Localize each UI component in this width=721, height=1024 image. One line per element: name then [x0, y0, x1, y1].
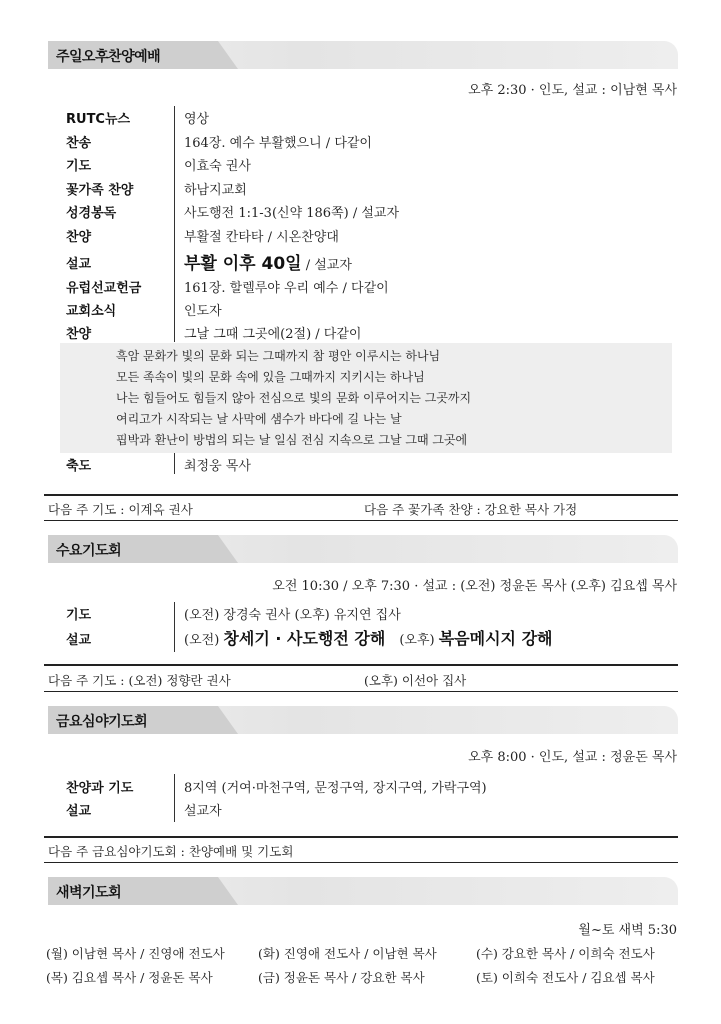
lyrics-line: 핍박과 환난이 방법의 되는 날 일심 전심 지속으로 그날 그때 그곳에 — [116, 433, 468, 447]
program-value: 8지역 (거여·마천구역, 문정구역, 장지구역, 가락구역) — [184, 781, 487, 796]
service-info: 월~토 새벽 5:30 — [578, 923, 677, 938]
program-label: 찬양 — [66, 327, 92, 342]
dawn-schedule-item: (목) 김요셉 목사 / 정윤돈 목사 — [46, 970, 213, 985]
next-week-prayer-am: 다음 주 기도 : (오전) 정향란 권사 — [48, 673, 231, 688]
program-label: 찬송 — [66, 136, 92, 151]
program-value: 하남지교회 — [184, 183, 247, 198]
lyrics-line: 나는 힘들어도 힘들지 않아 전심으로 빛의 문화 이루어지는 그곳까지 — [116, 391, 472, 405]
program-label: 찬양과 기도 — [66, 781, 134, 796]
rule — [44, 664, 678, 666]
dawn-schedule-item: (월) 이남현 목사 / 진영애 전도사 — [46, 946, 225, 961]
section-title: 수요기도회 — [56, 543, 122, 559]
rule — [44, 862, 678, 863]
rule — [44, 691, 678, 692]
divider — [174, 452, 175, 474]
program-value: 부활절 칸타타 / 시온찬양대 — [184, 230, 339, 245]
am-prefix: (오전) — [184, 633, 224, 648]
dawn-schedule-item: (토) 이희숙 전도사 / 김요셉 목사 — [476, 970, 655, 985]
lyrics-line: 흑암 문화가 빛의 문화 되는 그때까지 참 평안 이루시는 하나님 — [116, 349, 441, 363]
rule — [44, 836, 678, 838]
pm-prefix: (오후) — [399, 633, 439, 648]
section-banner-sunday — [48, 41, 678, 69]
next-week-prayer: 다음 주 기도 : 이계옥 권사 — [48, 502, 193, 517]
program-value: 영상 — [184, 112, 210, 127]
program-label: 교회소식 — [66, 304, 117, 319]
next-week-friday: 다음 주 금요심야기도회 : 찬양예배 및 기도회 — [48, 844, 294, 859]
program-label: RUTC뉴스 — [66, 112, 131, 127]
section-title: 새벽기도회 — [56, 885, 122, 901]
dawn-schedule-item: (수) 강요한 목사 / 이희숙 전도사 — [476, 946, 655, 961]
divider — [174, 602, 175, 652]
service-info: 오후 2:30 · 인도, 설교 : 이남현 목사 — [468, 83, 677, 98]
section-banner-friday — [48, 706, 678, 734]
program-value — [184, 249, 352, 274]
program-value — [184, 626, 552, 649]
lyrics-line: 모든 족속이 빛의 문화 속에 있을 그때까지 지키시는 하나님 — [116, 370, 425, 384]
program-value: 그날 그때 그곳에(2절) / 다같이 — [184, 327, 362, 342]
service-info: 오전 10:30 / 오후 7:30 · 설교 : (오전) 정윤돈 목사 (오후) 김요셉 목사 — [272, 579, 677, 594]
program-label: 성경봉독 — [66, 206, 117, 221]
program-label: 설교 — [66, 804, 92, 819]
section-banner-dawn — [48, 877, 678, 905]
next-week-family: 다음 주 꽃가족 찬양 : 강요한 목사 가정 — [364, 502, 578, 517]
program-label: 유럽선교헌금 — [66, 281, 142, 296]
dawn-schedule-item: (금) 정윤돈 목사 / 강요한 목사 — [258, 970, 425, 985]
program-value: 인도자 — [184, 304, 222, 319]
program-label: 기도 — [66, 608, 92, 623]
program-value: 161장. 할렐루야 우리 예수 / 다같이 — [184, 281, 389, 296]
program-value: 이효숙 권사 — [184, 159, 251, 174]
program-value: (오전) 장경숙 권사 (오후) 유지연 집사 — [184, 608, 401, 623]
section-banner-wednesday — [48, 535, 678, 563]
program-label: 찬양 — [66, 230, 92, 245]
divider — [174, 106, 175, 342]
section-title: 금요심야기도회 — [56, 714, 148, 730]
divider — [174, 774, 175, 822]
program-value: 최정웅 목사 — [184, 459, 251, 474]
am-sermon-title: 창세기 · 사도행전 강해 — [223, 629, 386, 648]
rule — [44, 494, 678, 496]
sermon-title: 부활 이후 40일 — [184, 254, 302, 274]
program-value: 164장. 예수 부활했으니 / 다같이 — [184, 136, 372, 151]
lyrics-line: 여리고가 시작되는 날 사막에 샘수가 바다에 길 나는 날 — [116, 412, 402, 426]
dawn-schedule-item: (화) 진영애 전도사 / 이남현 목사 — [258, 946, 437, 961]
rule — [44, 520, 678, 521]
service-info: 오후 8:00 · 인도, 설교 : 정윤돈 목사 — [468, 750, 677, 765]
program-label: 기도 — [66, 159, 92, 174]
pm-sermon-title: 복음메시지 강해 — [438, 629, 553, 648]
section-title: 주일오후찬양예배 — [56, 49, 161, 65]
sermon-speaker: / 설교자 — [301, 258, 352, 273]
program-value: 사도행전 1:1-3(신약 186쪽) / 설교자 — [184, 206, 400, 221]
program-label: 꽃가족 찬양 — [66, 183, 134, 198]
program-label: 설교 — [66, 633, 92, 648]
program-value: 설교자 — [184, 804, 222, 819]
program-label: 설교 — [66, 257, 92, 272]
next-week-prayer-pm: (오후) 이선아 집사 — [364, 673, 467, 688]
program-label: 축도 — [66, 459, 92, 474]
